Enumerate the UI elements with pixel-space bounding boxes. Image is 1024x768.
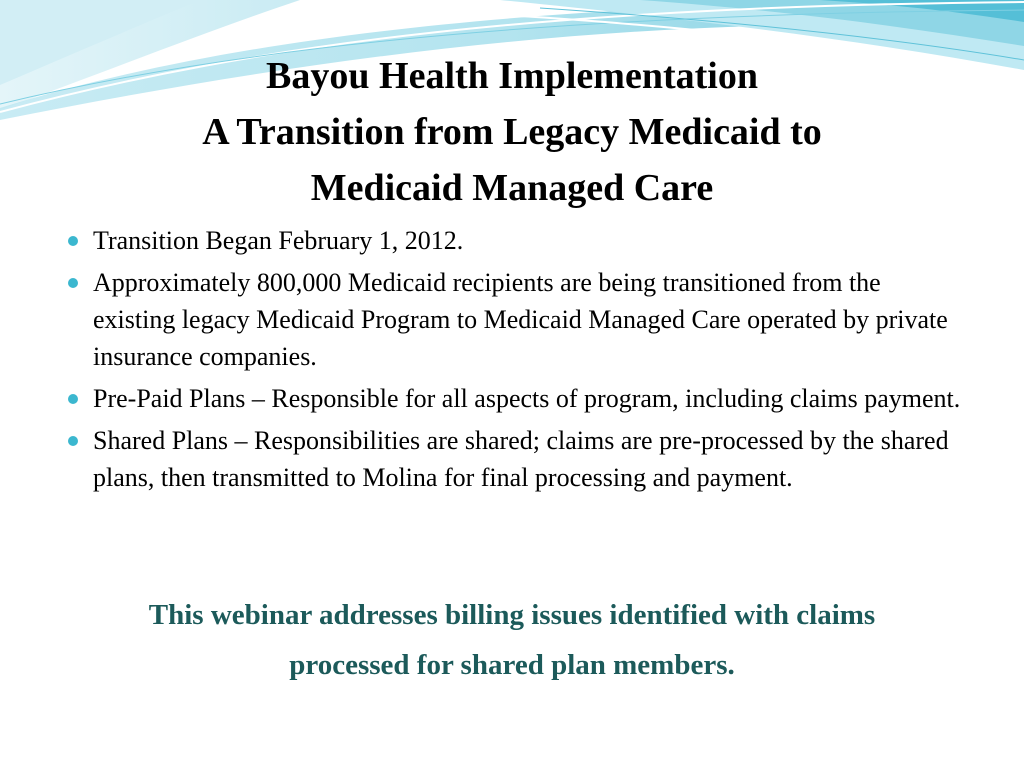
- bullet-item: [62, 380, 962, 417]
- bullet-text: Transition Began February 1, 2012.: [93, 226, 464, 255]
- bullet-text: Approximately 800,000 Medicaid recipients are being transitioned from the existing legacy Medicaid Program to Medicaid Managed Care operated by private insurance companies.: [93, 268, 948, 371]
- slide-title: [0, 48, 1024, 216]
- title-line-3: Medicaid Managed Care: [310, 167, 714, 209]
- closing-line-1: This webinar addresses billing issues identified with claims: [148, 599, 876, 631]
- closing-line-2: processed for shared plan members.: [289, 649, 735, 681]
- bullet-item: [62, 422, 962, 496]
- bullet-dot-icon: [68, 394, 78, 404]
- closing-statement: [0, 590, 1024, 690]
- bullet-dot-icon: [68, 278, 78, 288]
- title-line-1: Bayou Health Implementation: [266, 55, 758, 97]
- bullet-text: Pre-Paid Plans – Responsible for all aspects of program, including claims payment.: [93, 384, 961, 413]
- bullet-text: Shared Plans – Responsibilities are shared; claims are pre-processed by the shared plans, then transmitted to Molina for final processing and payment.: [93, 426, 949, 492]
- title-line-2: A Transition from Legacy Medicaid to: [202, 111, 822, 153]
- bullet-item: [62, 222, 962, 259]
- bullet-list: [62, 222, 962, 501]
- bullet-item: [62, 264, 962, 375]
- bullet-dot-icon: [68, 436, 78, 446]
- bullet-dot-icon: [68, 236, 78, 246]
